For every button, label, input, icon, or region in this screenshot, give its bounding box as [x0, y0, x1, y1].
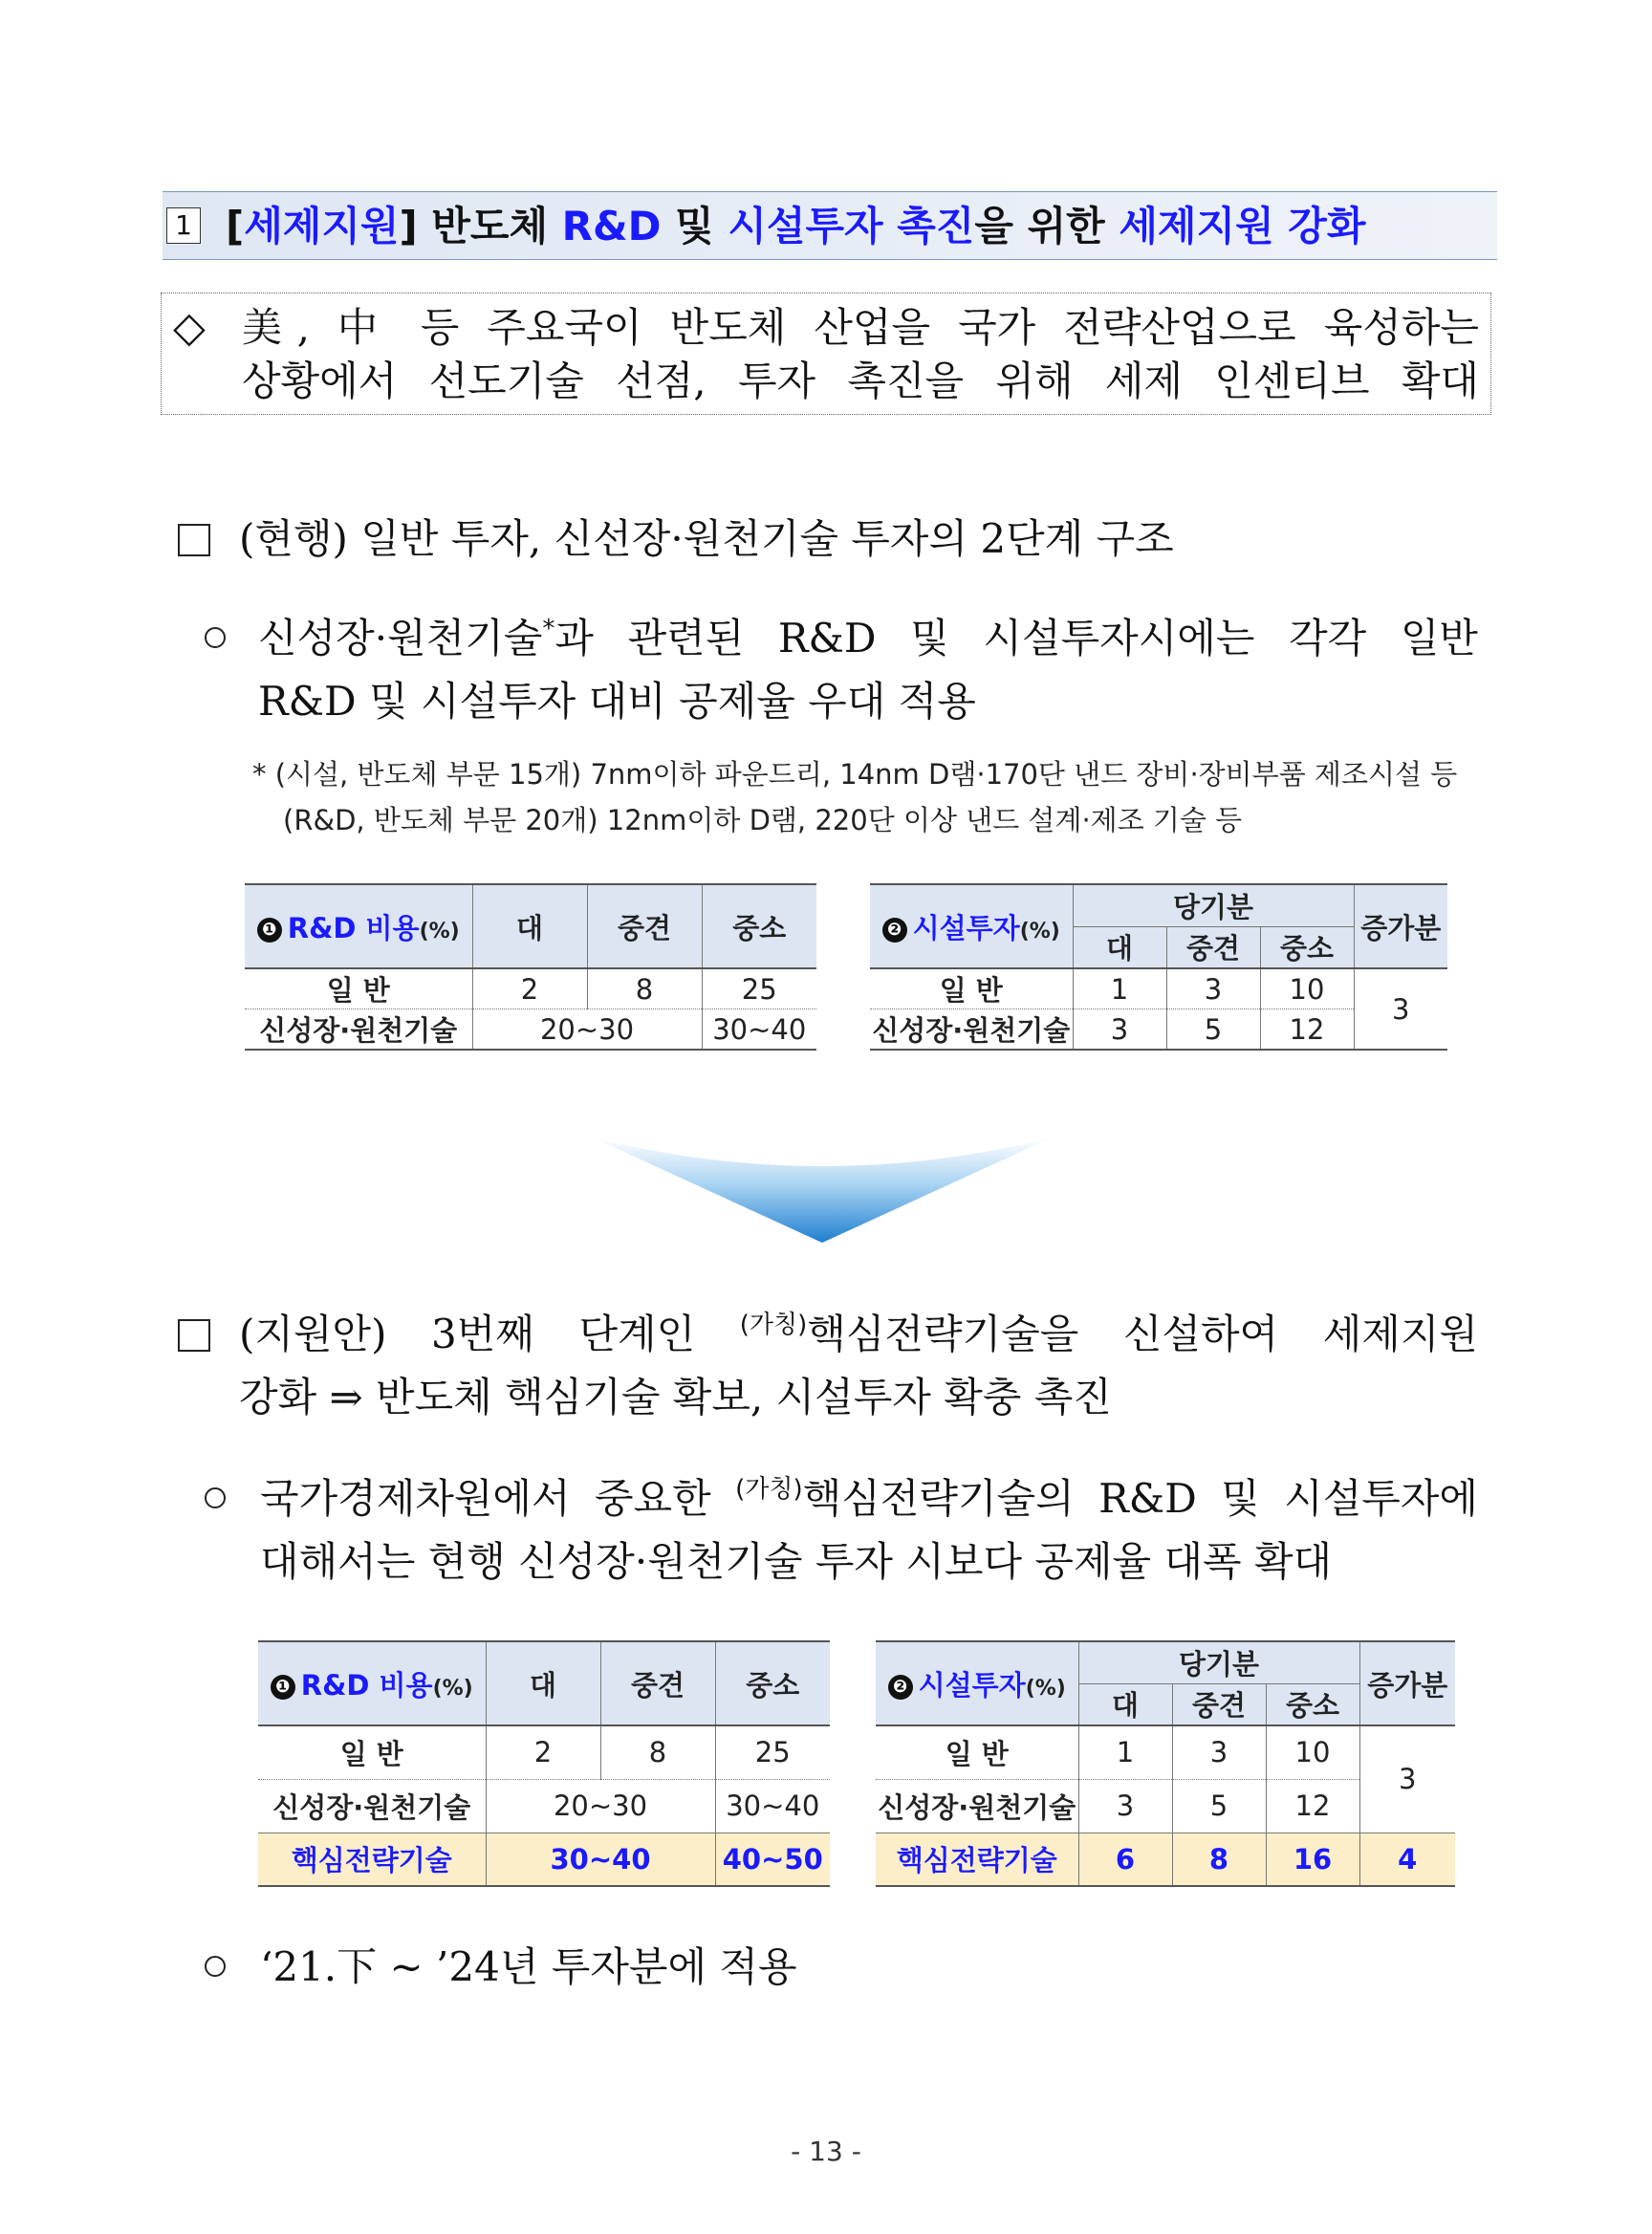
rd-cost-table-proposal	[258, 1640, 830, 1887]
col-header: 중견	[1172, 1683, 1266, 1725]
proposal-heading-line-1: (지원안) 3번째 단계인 $^{(가칭)}$핵심전략기술을 신설하여 세제지원	[239, 1311, 1478, 1357]
col-header: 대	[1073, 926, 1166, 968]
section-title: [세제지원] 반도체 R&D 및 시설투자 촉진을 위한 세제지원 강화	[226, 203, 1366, 249]
table-cell: 12	[1266, 1779, 1359, 1833]
proposal-bullet-line-2: 대해서는 현행 신성장·원천기술 투자 시보다 공제율 대폭 확대	[260, 1538, 1333, 1585]
table-cell: 2	[486, 1725, 600, 1779]
table-cell: 2	[472, 968, 587, 1009]
increase-header: 증가분	[1359, 1641, 1455, 1725]
row-label: 신성장·원천기술	[258, 1779, 486, 1833]
group-header: 당기분	[1078, 1641, 1359, 1683]
table-cell: 3	[1166, 968, 1260, 1009]
col-header: 중소	[1260, 926, 1354, 968]
note-line-2: (R&D, 반도체 부문 20개) 12nm이하 D램, 220단 이상 낸드 설계·제조 기술 등	[283, 804, 1243, 836]
rd-cost-table-current	[245, 883, 816, 1051]
table-cell: 3	[1073, 1009, 1166, 1051]
table-cell: 3	[1078, 1779, 1172, 1833]
facility-table-title-cell: ❷ 시설투자(%)	[870, 884, 1073, 968]
circle-bullet-icon	[205, 1487, 226, 1508]
current-bullet-line-2: R&D 및 시설투자 대비 공제율 우대 적용	[258, 678, 976, 725]
current-bullet-line-1: 신성장·원천기술*과 관련된 R&D 및 시설투자시에는 각각 일반	[258, 615, 1478, 662]
table-cell: 10	[1260, 968, 1354, 1009]
table-cell: 12	[1260, 1009, 1354, 1051]
col-header: 대	[1078, 1683, 1172, 1725]
section-number-box: 1	[166, 207, 201, 244]
facility-table-title-cell: ❷ 시설투자(%)	[876, 1641, 1078, 1725]
table-cell: 5	[1166, 1009, 1260, 1051]
table-cell: 8	[587, 968, 702, 1009]
proposal-bullet-line-1: 국가경제차원에서 중요한 $^{(가칭)}$핵심전략기술의 R&D 및 시설투자에	[260, 1475, 1479, 1522]
note-line-1: * (시설, 반도체 부문 15개) 7nm이하 파운드리, 14nm D램·170단 낸드 장비·장비부품 제조시설 등	[252, 758, 1458, 791]
diamond-outline-icon: ◇	[173, 303, 206, 352]
summary-box	[161, 293, 1491, 415]
col-header: 대	[486, 1641, 600, 1725]
col-header: 중소	[702, 884, 816, 968]
col-header: 중견	[600, 1641, 715, 1725]
facility-investment-table-proposal	[876, 1640, 1455, 1887]
proposal-heading-line-2: 강화 ⇒ 반도체 핵심기술 확보, 시설투자 확충 촉진	[239, 1374, 1112, 1421]
table-cell: 30~40	[702, 1009, 816, 1051]
table-cell: 1	[1078, 1725, 1172, 1779]
table-cell: 20~30	[486, 1779, 715, 1833]
table-cell: 20~30	[472, 1009, 702, 1051]
facility-investment-table-current	[870, 883, 1447, 1051]
col-header: 중견	[1166, 926, 1260, 968]
circle-bullet-icon	[205, 627, 226, 648]
table-cell: 1	[1073, 968, 1166, 1009]
group-header: 당기분	[1073, 884, 1354, 926]
row-label: 일 반	[258, 1725, 486, 1779]
circle-bullet-icon	[205, 1956, 226, 1977]
row-label: 신성장·원천기술	[870, 1009, 1073, 1051]
checkbox-square-icon	[178, 1319, 210, 1352]
table-cell: 25	[715, 1725, 830, 1779]
row-label: 일 반	[245, 968, 472, 1009]
table-cell-highlight: 4	[1359, 1833, 1455, 1886]
table-cell: 25	[702, 968, 816, 1009]
table-cell: 8	[600, 1725, 715, 1779]
row-label: 일 반	[876, 1725, 1078, 1779]
current-heading: (현행) 일반 투자, 신선장·원천기술 투자의 2단계 구조	[239, 515, 1174, 562]
increase-header: 증가분	[1354, 884, 1447, 968]
proposal-bullet-2: ‘21.下 ~ ’24년 투자분에 적용	[260, 1943, 797, 1990]
col-header: 중견	[587, 884, 702, 968]
rd-table-title-cell: ❶ R&D 비용(%)	[258, 1641, 486, 1725]
summary-line-2: 상황에서 선도기술 선점, 투자 촉진을 위해 세제 인센티브 확대	[242, 358, 1479, 404]
col-header: 중소	[715, 1641, 830, 1725]
table-cell: 30~40	[715, 1779, 830, 1833]
col-header: 중소	[1266, 1683, 1359, 1725]
row-label: 일 반	[870, 968, 1073, 1009]
row-label-highlight: 핵심전략기술	[876, 1833, 1078, 1886]
table-cell-highlight: 40~50	[715, 1833, 830, 1886]
table-cell-highlight: 30~40	[486, 1833, 715, 1886]
table-cell-highlight: 8	[1172, 1833, 1266, 1886]
page-number: - 13 -	[791, 2136, 861, 2167]
table-cell: 3	[1354, 968, 1447, 1050]
table-cell: 10	[1266, 1725, 1359, 1779]
col-header: 대	[472, 884, 587, 968]
rd-table-title-cell: ❶ R&D 비용(%)	[245, 884, 472, 968]
row-label-highlight: 핵심전략기술	[258, 1833, 486, 1886]
table-cell: 5	[1172, 1779, 1266, 1833]
checkbox-square-icon	[178, 524, 210, 556]
table-cell: 3	[1359, 1725, 1455, 1833]
table-cell: 3	[1172, 1725, 1266, 1779]
table-cell-highlight: 6	[1078, 1833, 1172, 1886]
down-arrow-icon	[593, 1138, 1052, 1243]
row-label: 신성장·원천기술	[876, 1779, 1078, 1833]
table-cell-highlight: 16	[1266, 1833, 1359, 1886]
summary-line-1: 美, 中 등 주요국이 반도체 산업을 국가 전략산업으로 육성하는	[242, 304, 1479, 351]
section-header	[163, 191, 1497, 260]
row-label: 신성장·원천기술	[245, 1009, 472, 1051]
